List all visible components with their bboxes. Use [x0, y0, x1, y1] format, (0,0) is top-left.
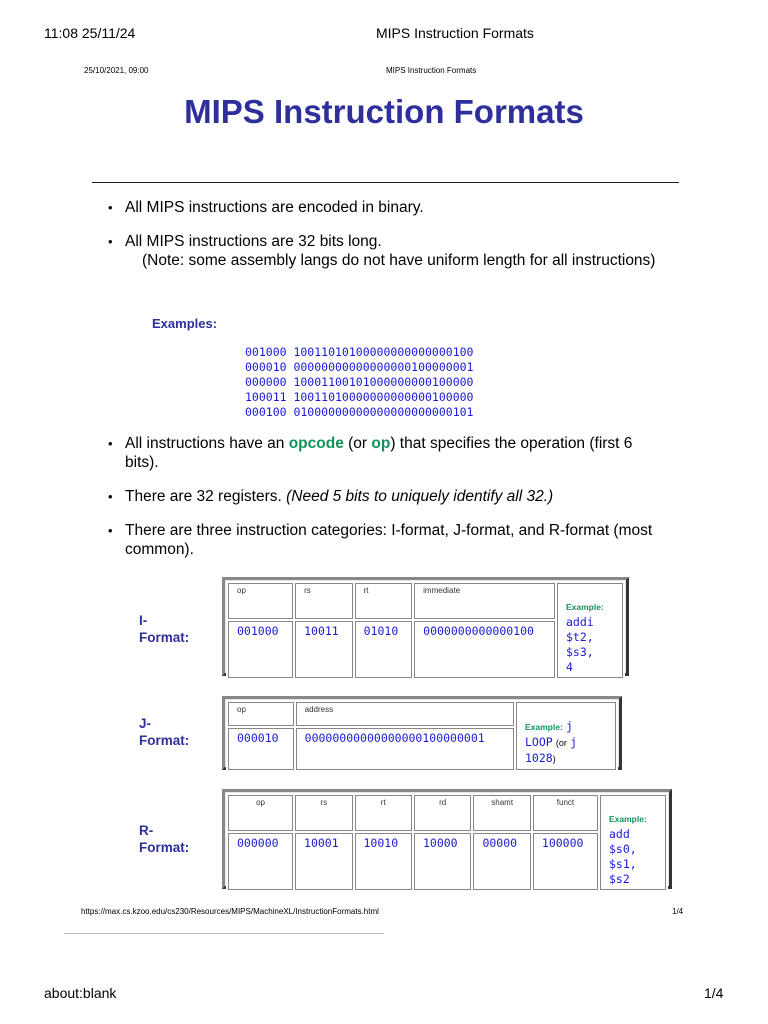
page-datetime: 25/10/2021, 09:00 [84, 66, 149, 75]
header-cell: address [296, 702, 514, 726]
i-format-table [222, 577, 629, 676]
header-cell: rt [355, 795, 412, 831]
print-datetime: 11:08 25/11/24 [44, 25, 136, 41]
header-cell: rs [295, 795, 352, 831]
code-line: 000000 10001100101000000000100000 [245, 375, 474, 389]
header-cell: funct [533, 795, 598, 831]
i-format-label: I- Format: [139, 613, 190, 645]
examples-label: Examples: [152, 316, 218, 331]
list-item: • All MIPS instructions are 32 bits long. (Note: some assembly langs do not have uniform length for all instructions) [108, 232, 668, 270]
header-cell: op [228, 702, 294, 726]
value-cell: 001000 [228, 621, 293, 678]
page-url[interactable]: https://max.cs.kzoo.edu/cs230/Resources/MIPS/MachineXL/InstructionFormats.html [81, 907, 379, 916]
code-line: 100011 10011010000000000000100000 [245, 390, 474, 404]
opcode-term: opcode [288, 435, 344, 452]
header-cell: op [228, 795, 293, 831]
value-cell: 00000000000000000100000001 [296, 728, 514, 770]
page-number: 1/4 [672, 907, 684, 916]
print-footer-url: about:blank [44, 985, 117, 1001]
page-header-title: MIPS Instruction Formats [386, 66, 477, 75]
op-term: op [371, 435, 391, 452]
r-format-table [222, 789, 672, 889]
list-item: • There are 32 registers. (Need 5 bits to uniquely identify all 32.) [108, 487, 668, 506]
value-cell: 10001 [295, 833, 352, 890]
note-text: (Note: some assembly langs do not have uniform length for all instructions) [142, 252, 656, 269]
title-divider [92, 182, 679, 183]
header-cell: shamt [473, 795, 530, 831]
header-cell: rs [295, 583, 353, 619]
code-line: 000100 01000000000000000000000101 [245, 405, 474, 419]
value-cell: 000000 [228, 833, 293, 890]
header-cell: op [228, 583, 293, 619]
example-cell: Example: addi $t2, $s3, 4 [557, 583, 623, 678]
j-format-label: J- Format: [139, 716, 190, 748]
header-cell: rt [355, 583, 413, 619]
value-cell: 100000 [533, 833, 598, 890]
value-cell: 10010 [355, 833, 412, 890]
value-cell: 01010 [355, 621, 413, 678]
code-line: 001000 10011010100000000000000100 [245, 345, 474, 359]
print-title: MIPS Instruction Formats [376, 25, 534, 41]
header-cell: immediate [414, 583, 555, 619]
code-line: 000010 00000000000000000100000001 [245, 360, 474, 374]
examples-code [245, 345, 473, 420]
footer-divider [64, 933, 384, 934]
bullet-list-2 [108, 434, 668, 559]
j-format-table [222, 696, 622, 770]
value-cell: 10000 [414, 833, 471, 890]
value-cell: 00000 [473, 833, 530, 890]
list-item: • All instructions have an opcode (or op) that specifies the operation (first 6 bits). [108, 434, 668, 472]
page-title: MIPS Instruction Formats [184, 93, 584, 130]
bullet-list [108, 198, 668, 270]
header-cell: rd [414, 795, 471, 831]
example-cell: Example: j LOOP (or j 1028) [516, 702, 616, 770]
r-format-label: R- Format: [139, 823, 190, 855]
value-cell: 0000000000000100 [414, 621, 555, 678]
example-cell: Example: add $s0, $s1, $s2 [600, 795, 666, 890]
print-footer-page: 1/4 [704, 985, 724, 1001]
list-item: • All MIPS instructions are encoded in binary. [108, 198, 668, 217]
value-cell: 000010 [228, 728, 294, 770]
value-cell: 10011 [295, 621, 353, 678]
list-item: • There are three instruction categories: I-format, J-format, and R-format (most common). [108, 521, 668, 559]
